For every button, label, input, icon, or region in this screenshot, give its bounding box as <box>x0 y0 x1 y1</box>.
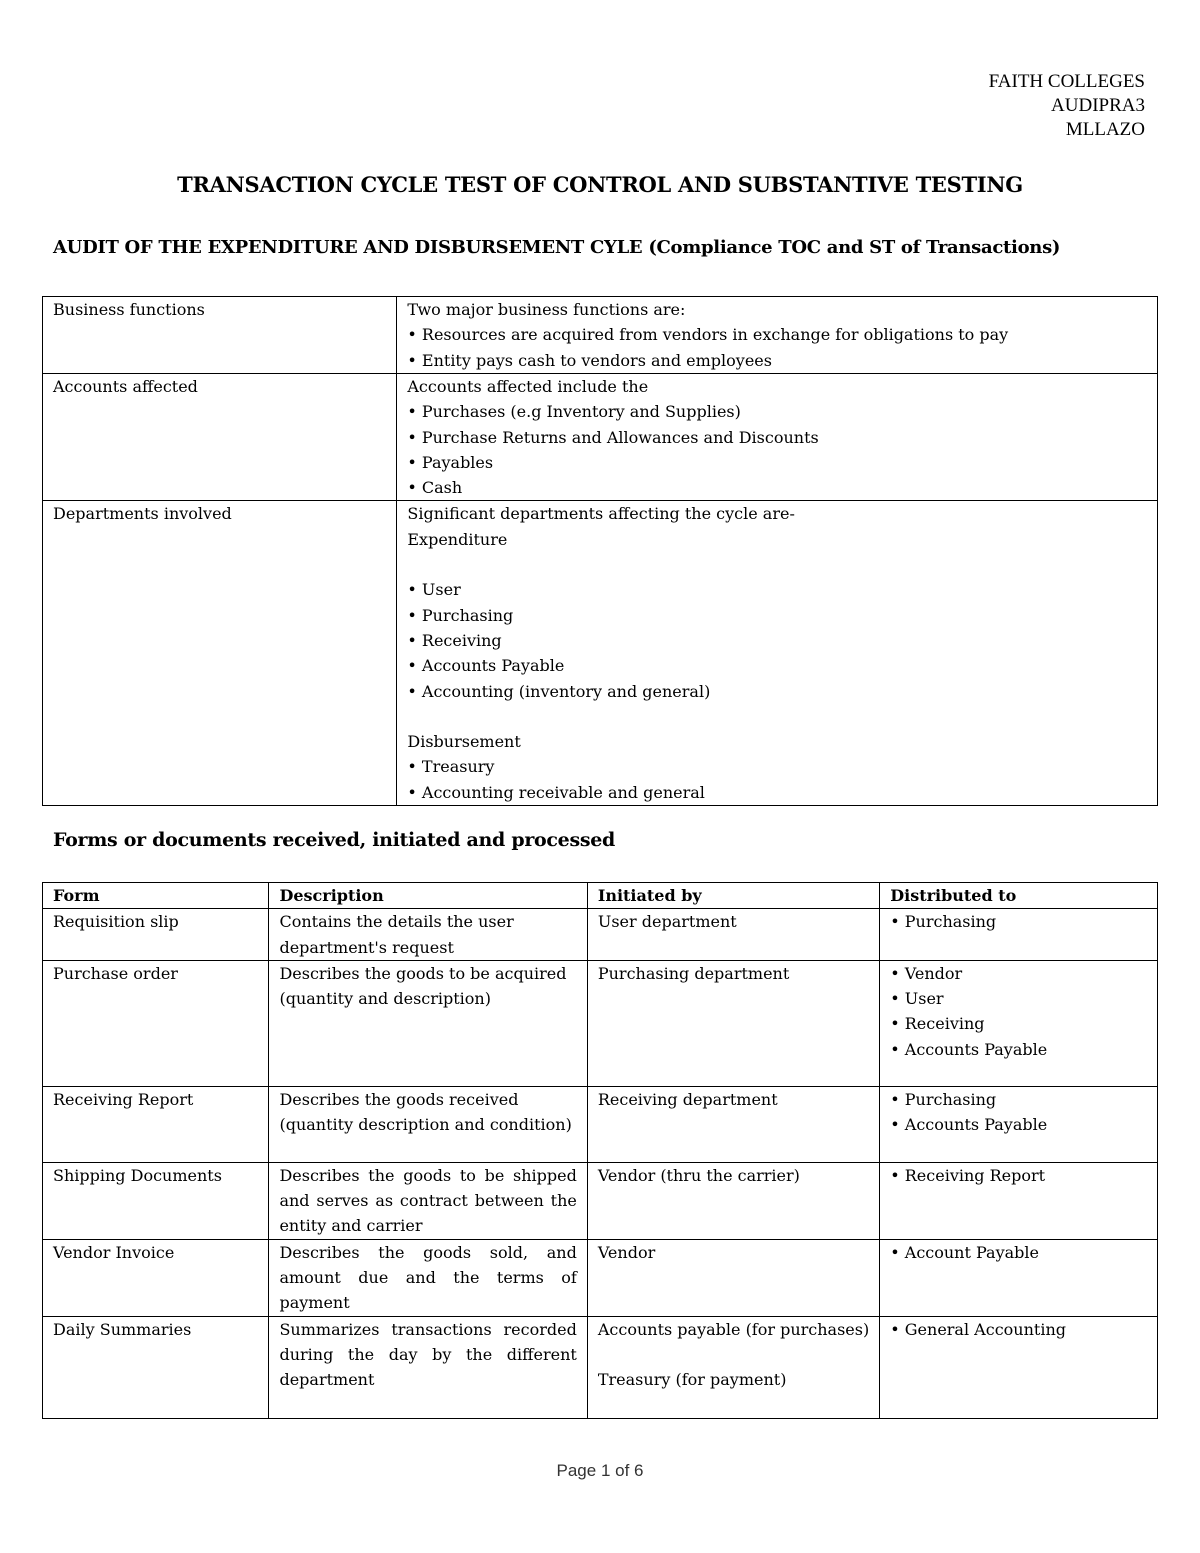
content-line: • Accounts Payable <box>407 656 565 676</box>
distributed-to <box>880 1086 1158 1162</box>
section-heading: AUDIT OF THE EXPENDITURE AND DISBURSEMENT CYLE (Compliance TOC and ST of Transactions) <box>53 237 1061 258</box>
initiated-by <box>587 1316 879 1418</box>
row-content <box>397 297 1158 374</box>
header-line-institution: FAITH COLLEGES <box>988 71 1145 92</box>
form-name: Vendor Invoice <box>43 1239 269 1316</box>
row-content <box>397 374 1158 501</box>
form-description: Describes the goods to be acquired (quantity and description) <box>269 960 587 1086</box>
initiated-by <box>587 1239 879 1316</box>
table-row <box>43 909 1158 961</box>
distributed-line: • General Accounting <box>890 1319 1066 1339</box>
content-line: • Treasury <box>407 757 495 777</box>
column-header-distributed-to: Distributed to <box>880 883 1158 909</box>
initiated-line: Receiving department <box>597 1089 778 1109</box>
table-row <box>43 374 1158 501</box>
content-line: • Receiving <box>407 630 502 650</box>
distributed-line: • Vendor <box>890 963 963 983</box>
content-line: • Purchases (e.g Inventory and Supplies) <box>407 402 741 422</box>
forms-heading: Forms or documents received, initiated and processed <box>53 829 616 851</box>
document-header <box>989 70 1145 142</box>
initiated-line: User department <box>597 912 737 932</box>
content-line: • User <box>407 580 461 600</box>
table-row <box>43 1162 1158 1239</box>
distributed-line: • User <box>890 989 944 1009</box>
content-line: • Purchasing <box>407 605 514 625</box>
content-line <box>407 552 1147 577</box>
distributed-line: • Purchasing <box>890 912 997 932</box>
table-row <box>43 1086 1158 1162</box>
column-header-form: Form <box>43 883 269 909</box>
form-name: Receiving Report <box>43 1086 269 1162</box>
initiated-by <box>587 909 879 961</box>
content-line: • Accounting (inventory and general) <box>407 681 711 701</box>
initiated-line: Accounts payable (for purchases) <box>597 1319 870 1339</box>
distributed-line: • Receiving Report <box>890 1165 1046 1185</box>
column-header-initiated-by: Initiated by <box>587 883 879 909</box>
initiated-line: Treasury (for payment) <box>597 1370 787 1390</box>
row-label: Departments involved <box>43 501 397 806</box>
content-line: • Resources are acquired from vendors in exchange for obligations to pay <box>407 325 1009 345</box>
initiated-line <box>598 1342 869 1367</box>
initiated-line: Vendor (thru the carrier) <box>597 1165 800 1185</box>
content-line: Two major business functions are: <box>407 300 686 319</box>
initiated-by <box>587 960 879 1086</box>
content-line: • Purchase Returns and Allowances and Discounts <box>407 427 819 447</box>
form-description: Describes the goods received (quantity description and condition) <box>269 1086 587 1162</box>
initiated-line: Vendor <box>597 1242 656 1262</box>
content-line: • Accounting receivable and general <box>407 782 705 802</box>
column-header-description: Description <box>269 883 587 909</box>
page-title: TRANSACTION CYCLE TEST OF CONTROL AND SUBSTANTIVE TESTING <box>177 172 1023 197</box>
distributed-to <box>880 1239 1158 1316</box>
forms-header-row <box>43 883 1158 909</box>
form-description: Contains the details the user department's request <box>269 909 587 961</box>
content-line: Significant departments affecting the cycle are- <box>407 504 795 524</box>
table-row <box>43 1316 1158 1418</box>
form-description: Describes the goods sold, and amount due and the terms of payment <box>269 1239 587 1316</box>
distributed-to <box>880 960 1158 1086</box>
content-line: Accounts affected include the <box>407 377 649 396</box>
content-line: Disbursement <box>407 732 521 752</box>
form-name: Daily Summaries <box>43 1316 269 1418</box>
initiated-by <box>587 1162 879 1239</box>
table-row <box>43 501 1158 806</box>
distributed-to <box>880 909 1158 961</box>
initiated-by <box>587 1086 879 1162</box>
header-line-author: MLLAZO <box>1065 119 1145 140</box>
form-description: Summarizes transactions recorded during the day by the different department <box>269 1316 587 1418</box>
form-description: Describes the goods to be shipped and serves as contract between the entity and carrier <box>269 1162 587 1239</box>
content-line <box>407 704 1147 729</box>
table-row <box>43 960 1158 1086</box>
distributed-to <box>880 1316 1158 1418</box>
distributed-line: • Accounts Payable <box>890 1039 1048 1059</box>
row-label: Business functions <box>43 297 397 374</box>
initiated-line: Purchasing department <box>597 963 790 983</box>
row-content <box>397 501 1158 806</box>
form-name: Purchase order <box>43 960 269 1086</box>
header-line-course: AUDIPRA3 <box>1051 95 1145 116</box>
distributed-line: • Account Payable <box>890 1242 1039 1262</box>
distributed-to <box>880 1162 1158 1239</box>
page-number: Page 1 of 6 <box>556 1461 644 1480</box>
table-row <box>43 1239 1158 1316</box>
content-line: • Payables <box>407 452 494 472</box>
content-line: • Entity pays cash to vendors and employees <box>407 350 772 370</box>
distributed-line: • Receiving <box>890 1014 985 1034</box>
content-line: Expenditure <box>407 529 508 549</box>
content-line: • Cash <box>407 478 463 498</box>
distributed-line: • Accounts Payable <box>890 1115 1048 1135</box>
cycle-table <box>42 296 1158 806</box>
form-name: Requisition slip <box>43 909 269 961</box>
form-name: Shipping Documents <box>43 1162 269 1239</box>
row-label: Accounts affected <box>43 374 397 501</box>
distributed-line: • Purchasing <box>890 1089 997 1109</box>
table-row <box>43 297 1158 374</box>
forms-table <box>42 882 1158 1419</box>
